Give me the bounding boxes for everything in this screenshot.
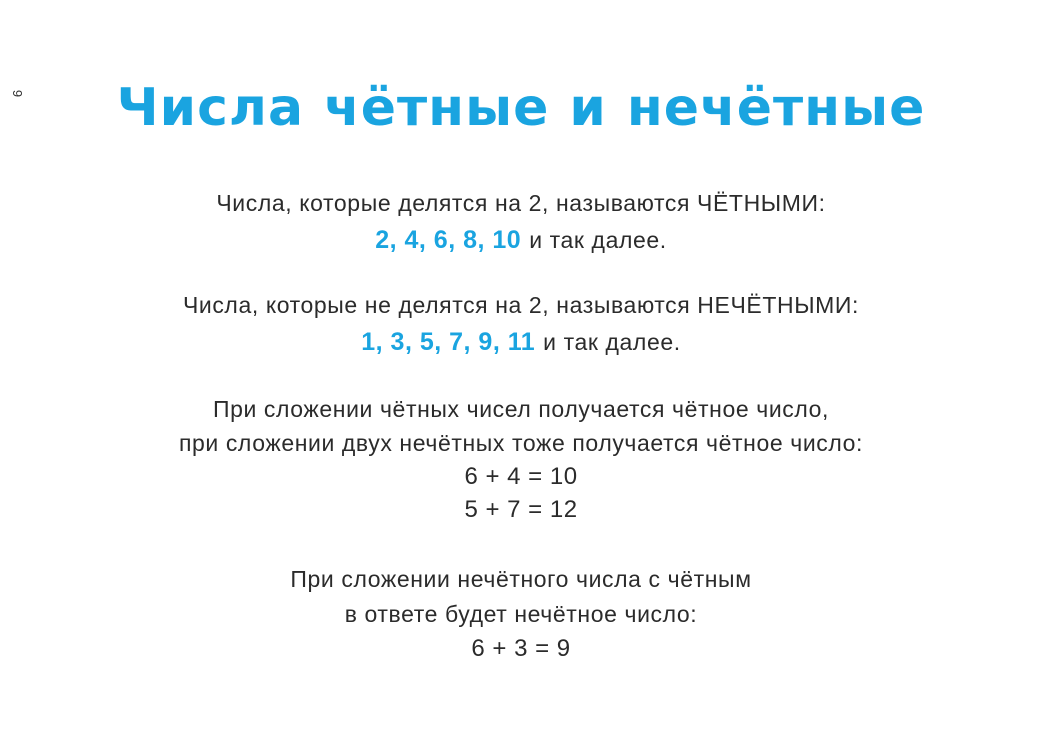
rule1-example1: 6 + 4 = 10 (464, 463, 578, 490)
even-examples: 2, 4, 6, 8, 10 (375, 226, 522, 254)
rule2-line2: в ответе будет нечётное число: (344, 601, 698, 627)
rule1-example2: 5 + 7 = 12 (464, 496, 578, 523)
rule2-line1: При сложении нечётного числа с чётным (290, 566, 752, 592)
rule1-line2: при сложении двух нечётных тоже получается чётное число: (178, 430, 864, 456)
page-number: 9 (10, 89, 26, 98)
odd-examples-suffix: и так далее. (543, 329, 681, 355)
title-word-even: чётные (324, 78, 550, 138)
odd-definition: Числа, которые не делятся на 2, называются НЕЧЁТНЫМИ: (182, 292, 860, 318)
odd-examples-line (0, 328, 1042, 357)
page-title (0, 78, 1042, 138)
title-word-numbers: Числа (116, 78, 305, 138)
title-word-and: и (569, 78, 607, 138)
even-definition: Числа, которые делятся на 2, называются ЧЁТНЫМИ: (216, 190, 826, 216)
even-examples-line (0, 226, 1042, 255)
odd-examples: 1, 3, 5, 7, 9, 11 (361, 328, 536, 356)
rule2-example1: 6 + 3 = 9 (471, 635, 571, 662)
rule1-line1: При сложении чётных чисел получается чётное число, (212, 396, 830, 422)
title-word-odd: нечётные (626, 78, 926, 138)
even-examples-suffix: и так далее. (529, 227, 667, 253)
